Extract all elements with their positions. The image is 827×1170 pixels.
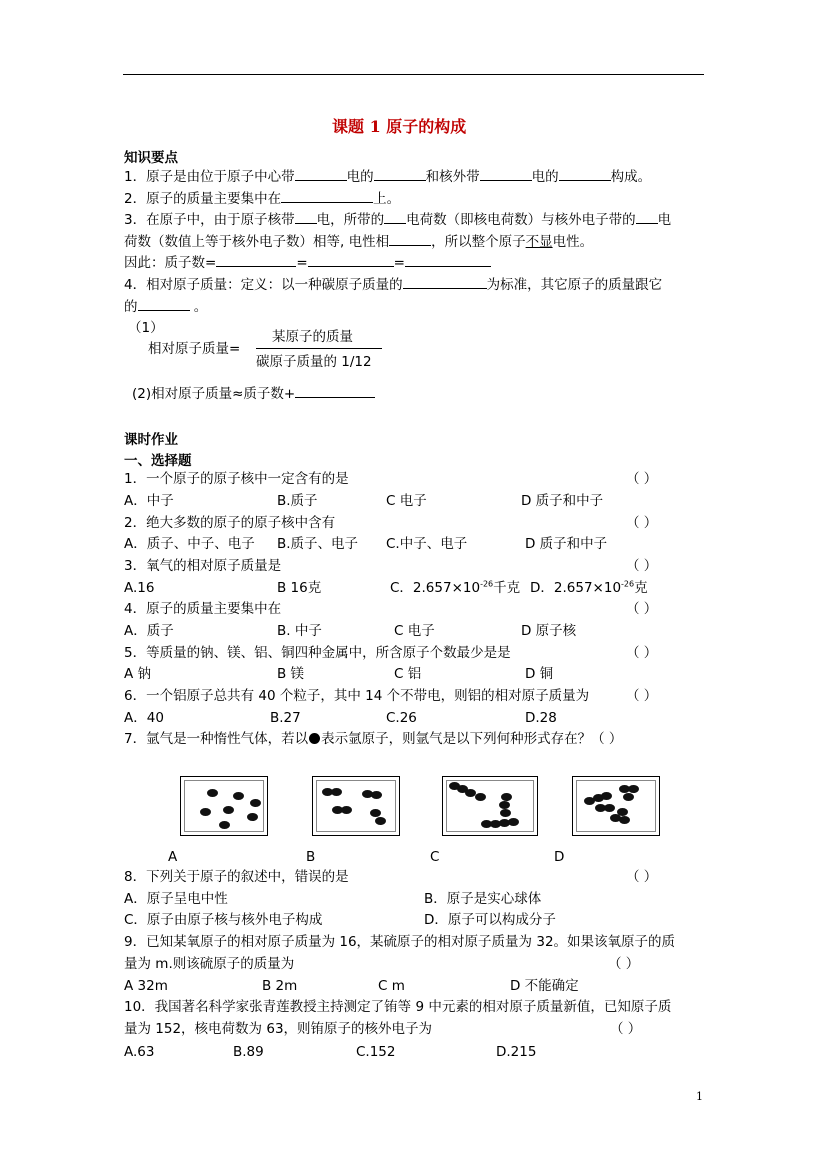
- option-a[interactable]: A.16: [124, 580, 155, 596]
- option-c[interactable]: [390, 579, 520, 597]
- fill-blank[interactable]: [295, 210, 317, 224]
- formula-denominator: 碳原子质量的 1/12: [256, 354, 372, 370]
- figure-b[interactable]: [312, 776, 400, 836]
- option-a[interactable]: A．40: [124, 710, 164, 726]
- option-c[interactable]: C．原子由原子核与核外电子构成: [124, 912, 323, 928]
- figure-frame: [576, 780, 656, 832]
- question-10-line-1: 10．我国著名科学家张青莲教授主持测定了铕等 9 中元素的相对原子质量新值，已知原子质: [124, 999, 672, 1015]
- option-c[interactable]: C 电子: [394, 623, 435, 639]
- option-c[interactable]: C 电子: [386, 493, 427, 509]
- answer-parens[interactable]: （ ）: [626, 558, 658, 574]
- argon-atom: [375, 817, 386, 825]
- argon-atom: [219, 821, 230, 829]
- figure-label-d: D: [554, 849, 565, 865]
- option-c[interactable]: C.152: [356, 1044, 396, 1060]
- argon-atom: [500, 809, 511, 817]
- argon-atom: [331, 788, 342, 796]
- text-segment: 7．氩气是一种惰性气体，若以: [124, 731, 309, 747]
- formula-left: 相对原子质量=: [148, 341, 241, 357]
- answer-parens[interactable]: （ ）: [608, 956, 640, 972]
- text-segment: 电，所带的: [316, 212, 385, 228]
- argon-atom: [200, 808, 211, 816]
- argon-atom: [233, 792, 244, 800]
- fill-blank[interactable]: [295, 384, 375, 398]
- argon-atom: [223, 806, 234, 814]
- argon-atom: [370, 809, 381, 817]
- fill-blank[interactable]: [403, 275, 487, 289]
- text-segment: 的: [124, 299, 138, 315]
- text-segment: 3．在原子中，由于原子核带: [124, 212, 295, 228]
- fill-blank[interactable]: [374, 167, 426, 181]
- question-5: 5．等质量的钠、镁、铝、铜四种金属中，所含原子个数最少是是: [124, 645, 511, 661]
- option-text: D．2.657×10: [530, 580, 622, 596]
- text-segment: 荷数（数值上等于核外电子数）相等, 电性相: [124, 234, 390, 250]
- argon-atom: [475, 793, 486, 801]
- option-b[interactable]: B.89: [233, 1044, 264, 1060]
- text-segment: 电的: [531, 169, 559, 185]
- option-c[interactable]: C m: [378, 978, 405, 994]
- figure-label-a: A: [168, 849, 178, 865]
- text-segment: (2)相对原子质量≈质子数+: [132, 386, 296, 402]
- knowledge-item-1: [124, 167, 651, 186]
- answer-parens[interactable]: （ ）: [626, 515, 658, 531]
- argon-atom: [371, 791, 382, 799]
- argon-atom: [601, 792, 612, 800]
- exponent: -26: [480, 579, 494, 589]
- answer-parens[interactable]: （ ）: [626, 869, 658, 885]
- question-9-line-1: 9．已知某氧原子的相对原子质量为 16，某硫原子的相对原子质量为 32。如果该氧原子的质: [124, 934, 676, 950]
- text-segment: 和核外带: [425, 169, 480, 185]
- option-a[interactable]: A 钠: [124, 666, 152, 682]
- argon-atom: [508, 818, 519, 826]
- question-7: [124, 730, 622, 748]
- option-b[interactable]: B 镁: [277, 666, 305, 682]
- figure-d[interactable]: [572, 776, 660, 836]
- argon-atom: [619, 816, 630, 824]
- option-d[interactable]: D．原子可以构成分子: [424, 912, 556, 928]
- text-segment: 构成。: [610, 169, 652, 185]
- argon-atom: [604, 804, 615, 812]
- page-title: 课题 1 原子的构成: [332, 117, 467, 136]
- text-segment: =: [296, 255, 308, 271]
- option-a[interactable]: A．质子、中子、电子: [124, 536, 255, 552]
- fraction-bar: [256, 348, 382, 349]
- option-d[interactable]: D 不能确定: [510, 978, 579, 994]
- knowledge-item-3-line-3: [124, 253, 491, 272]
- knowledge-item-4-line-1: [124, 275, 662, 294]
- knowledge-item-3-line-1: [124, 210, 671, 229]
- text-segment: 电荷数（即核电荷数）与核外电子带的: [406, 212, 636, 228]
- option-d[interactable]: D 铜: [525, 666, 554, 682]
- argon-atom: [584, 797, 595, 805]
- page-number: 1: [696, 1090, 703, 1103]
- option-b[interactable]: B．原子是实心球体: [424, 891, 542, 907]
- option-d[interactable]: D.28: [525, 710, 557, 726]
- answer-parens[interactable]: （ ）: [626, 688, 658, 704]
- argon-atom: [623, 793, 634, 801]
- text-segment: 电性。: [552, 234, 594, 250]
- option-c[interactable]: C.中子、电子: [386, 536, 468, 552]
- question-4: 4．原子的质量主要集中在: [124, 601, 282, 617]
- unit: 克: [634, 580, 648, 596]
- fill-blank[interactable]: [295, 167, 347, 181]
- option-b[interactable]: B.质子、电子: [277, 536, 359, 552]
- option-d[interactable]: D 质子和中子: [525, 536, 608, 552]
- text-segment: 为标准，其它原子的质量跟它: [486, 277, 663, 293]
- question-1: 1．一个原子的原子核中一定含有的是: [124, 471, 349, 487]
- option-c[interactable]: C.26: [386, 710, 417, 726]
- answer-parens[interactable]: （ ）: [610, 1021, 642, 1037]
- fill-blank[interactable]: [281, 189, 373, 203]
- option-a[interactable]: A．中子: [124, 493, 174, 509]
- knowledge-item-3-line-2: [124, 232, 593, 251]
- exponent: -26: [621, 579, 635, 589]
- fill-blank[interactable]: [308, 253, 394, 267]
- question-10-line-2: 量为 152，核电荷数为 63，则铕原子的核外电子为: [124, 1021, 433, 1037]
- argon-atom: [247, 813, 258, 821]
- atom-symbol-icon: [309, 733, 320, 744]
- text-segment: ，所以整个原子: [431, 234, 526, 250]
- fill-blank[interactable]: [559, 167, 611, 181]
- option-c[interactable]: C 铝: [394, 666, 422, 682]
- option-b[interactable]: B.27: [270, 710, 301, 726]
- option-d[interactable]: D.215: [496, 1044, 537, 1060]
- text-segment: 4．相对原子质量：定义：以一种碳原子质量的: [124, 277, 403, 293]
- option-b[interactable]: B.质子: [277, 493, 318, 509]
- text-segment: 表示氩原子，则氩气是以下列何种形式存在？（ ）: [321, 731, 623, 747]
- fill-blank[interactable]: [389, 232, 431, 246]
- text-segment: 1．原子是由位于原子中心带: [124, 169, 295, 185]
- question-9-line-2: 量为 m.则该硫原子的质量为: [124, 956, 295, 972]
- figure-a[interactable]: [180, 776, 268, 836]
- fill-blank[interactable]: [216, 253, 296, 267]
- fill-blank[interactable]: [138, 297, 190, 311]
- text-segment: 上。: [373, 191, 401, 207]
- argon-atom: [207, 789, 218, 797]
- knowledge-item-2: [124, 189, 400, 208]
- question-2: 2．绝大多数的原子的原子核中含有: [124, 515, 336, 531]
- fill-blank[interactable]: [480, 167, 532, 181]
- option-d[interactable]: D 质子和中子: [521, 493, 604, 509]
- formula-2: [132, 384, 375, 403]
- option-a[interactable]: A．原子呈电中性: [124, 891, 228, 907]
- option-d[interactable]: D 原子核: [521, 623, 577, 639]
- header-rule: [123, 74, 704, 75]
- underlined-text: 不显: [525, 234, 553, 250]
- option-d[interactable]: [530, 579, 648, 597]
- fill-blank[interactable]: [405, 253, 491, 267]
- argon-atom: [250, 799, 261, 807]
- figure-c[interactable]: [442, 776, 538, 836]
- text-segment: 电的: [346, 169, 374, 185]
- text-segment: 。: [189, 299, 208, 315]
- text-segment: 电: [657, 212, 672, 228]
- choice-section-heading: 一、选择题: [124, 453, 192, 469]
- answer-parens[interactable]: （ ）: [626, 471, 658, 487]
- knowledge-item-4-line-2: [124, 297, 207, 316]
- question-6: 6．一个铝原子总共有 40 个粒子，其中 14 个不带电，则铝的相对原子质量为: [124, 688, 590, 704]
- argon-atom: [341, 806, 352, 814]
- fill-blank[interactable]: [636, 210, 658, 224]
- homework-heading: 课时作业: [124, 432, 178, 448]
- argon-atom: [499, 801, 510, 809]
- formula-number: （1）: [128, 320, 164, 336]
- question-3: 3．氧气的相对原子质量是: [124, 558, 282, 574]
- option-b[interactable]: B 16克: [277, 580, 322, 596]
- figure-label-b: B: [306, 849, 316, 865]
- option-a[interactable]: A 32m: [124, 978, 168, 994]
- option-b[interactable]: B 2m: [262, 978, 298, 994]
- option-a[interactable]: A．质子: [124, 623, 174, 639]
- argon-atom: [628, 785, 639, 793]
- formula-numerator: 某原子的质量: [272, 329, 353, 345]
- text-segment: 因此：质子数=: [124, 255, 217, 271]
- option-b[interactable]: B. 中子: [277, 623, 322, 639]
- question-8: 8．下列关于原子的叙述中，错误的是: [124, 869, 349, 885]
- knowledge-heading: 知识要点: [124, 150, 178, 166]
- text-segment: 2．原子的质量主要集中在: [124, 191, 282, 207]
- argon-atom: [501, 793, 512, 801]
- answer-parens[interactable]: （ ）: [626, 601, 658, 617]
- answer-parens[interactable]: （ ）: [626, 645, 658, 661]
- unit: 千克: [493, 580, 521, 596]
- figure-label-c: C: [430, 849, 440, 865]
- option-text: C．2.657×10: [390, 580, 481, 596]
- text-segment: =: [393, 255, 405, 271]
- fill-blank[interactable]: [384, 210, 406, 224]
- option-a[interactable]: A.63: [124, 1044, 155, 1060]
